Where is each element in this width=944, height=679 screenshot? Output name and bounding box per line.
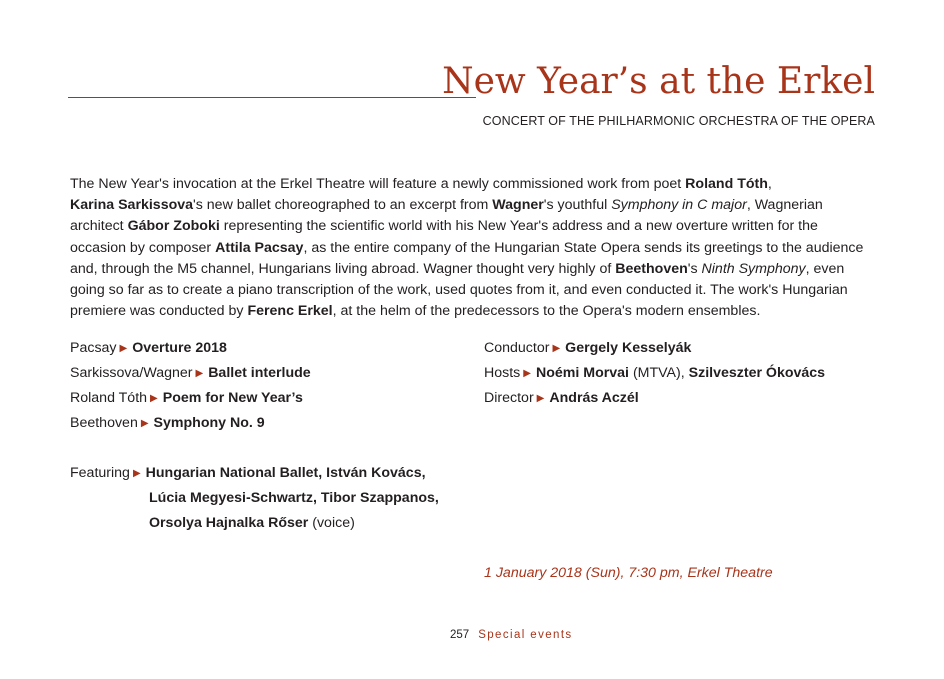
- intro-work-title: Symphony in C major: [611, 197, 747, 214]
- title-rule: [68, 97, 476, 98]
- credit-conductor: [484, 336, 825, 361]
- credit-name: Noémi Morvai: [535, 365, 629, 381]
- intro-name: Karina Sarkissova: [70, 197, 194, 214]
- program-work: Ballet interlude: [208, 365, 311, 381]
- intro-text: representing the scientific world with his New Year's address and a new overture written for the: [219, 218, 818, 235]
- intro-text: , as the entire company of the Hungarian State Opera sends its greetings to the audience: [303, 239, 864, 256]
- program-item: [70, 361, 311, 386]
- credit-label: Director: [484, 390, 534, 406]
- arrow-icon: ▶: [195, 368, 204, 379]
- program-composer: Pacsay: [70, 340, 117, 356]
- event-date: 1 January 2018 (Sun), 7:30 pm, Erkel Theatre: [484, 565, 773, 581]
- featuring-block: [70, 461, 439, 536]
- intro-name: Roland Tóth: [685, 176, 768, 192]
- intro-name: Gábor Zoboki: [127, 218, 220, 235]
- program-item: [70, 386, 311, 411]
- featuring-names: Hungarian National Ballet, István Kovács,: [145, 465, 426, 481]
- program-item: [70, 336, 311, 361]
- credit-director: [484, 386, 825, 411]
- featuring-note: (voice): [308, 515, 355, 531]
- intro-text: , Wagnerian: [746, 197, 823, 214]
- intro-text: The New Year's invocation at the Erkel Theatre will feature a newly commissioned work from poet: [70, 176, 686, 192]
- featuring-line: [70, 486, 439, 511]
- program-composer: Roland Tóth: [70, 390, 148, 406]
- program-work: Symphony No. 9: [153, 415, 265, 431]
- featuring-names: Orsolya Hajnalka Rőser: [149, 515, 309, 531]
- program-work: Poem for New Year’s: [162, 390, 303, 406]
- intro-name: Attila Pacsay: [215, 239, 304, 256]
- intro-text: , even: [805, 260, 845, 277]
- credit-name: András Aczél: [549, 390, 639, 406]
- arrow-icon: ▶: [536, 393, 545, 404]
- intro-text: architect: [70, 218, 128, 235]
- featuring-names: Lúcia Megyesi-Schwartz, Tibor Szappanos,: [149, 490, 439, 506]
- page-number: 257: [450, 629, 470, 641]
- section-name: Special events: [478, 629, 573, 641]
- intro-paragraph: [70, 174, 882, 322]
- intro-text: 's: [687, 260, 702, 277]
- credit-label: Hosts: [484, 365, 521, 381]
- credits-list: [484, 336, 825, 411]
- page-title: New Year’s at the Erkel: [442, 61, 875, 102]
- program-work: Overture 2018: [132, 340, 227, 356]
- credit-name: Szilveszter Ókovács: [688, 365, 826, 381]
- featuring-line: [70, 461, 439, 486]
- program-item: [70, 411, 311, 436]
- intro-text: 's youthful: [543, 197, 612, 214]
- page-subtitle: CONCERT OF THE PHILHARMONIC ORCHESTRA OF THE OPERA: [482, 114, 875, 128]
- program-composer: Beethoven: [70, 415, 138, 431]
- credit-name: Gergely Kesselyák: [565, 340, 692, 356]
- intro-name: Beethoven: [615, 260, 688, 277]
- arrow-icon: ▶: [132, 468, 141, 479]
- intro-text: going so far as to create a piano transcription of the work, used quotes from it, and even conducted it. The work's Hungarian: [70, 282, 848, 299]
- arrow-icon: ▶: [523, 368, 531, 379]
- intro-name: Ferenc Erkel: [247, 303, 333, 320]
- arrow-icon: ▶: [552, 343, 561, 354]
- intro-text: 's new ballet choreographed to an excerpt from: [193, 197, 493, 214]
- intro-text: ,: [767, 176, 772, 192]
- program-list: [70, 336, 311, 436]
- arrow-icon: ▶: [119, 343, 128, 354]
- intro-text: premiere was conducted by: [70, 303, 248, 320]
- arrow-icon: ▶: [140, 418, 149, 429]
- intro-name: Wagner: [492, 197, 544, 214]
- credit-label: Conductor: [484, 340, 550, 356]
- intro-text: occasion by composer: [70, 239, 216, 256]
- arrow-icon: ▶: [150, 393, 158, 404]
- intro-text: and, through the M5 channel, Hungarians living abroad. Wagner thought very highly of: [70, 260, 616, 277]
- program-composer: Sarkissova/Wagner: [70, 365, 193, 381]
- featuring-line: [70, 511, 439, 536]
- intro-text: , at the helm of the predecessors to the Opera's modern ensembles.: [332, 303, 761, 320]
- credit-note: (MTVA),: [629, 365, 689, 381]
- intro-work-title: Ninth Symphony: [701, 260, 806, 277]
- page-footer: [450, 627, 573, 643]
- credit-hosts: [484, 361, 825, 386]
- featuring-label: Featuring: [70, 465, 130, 481]
